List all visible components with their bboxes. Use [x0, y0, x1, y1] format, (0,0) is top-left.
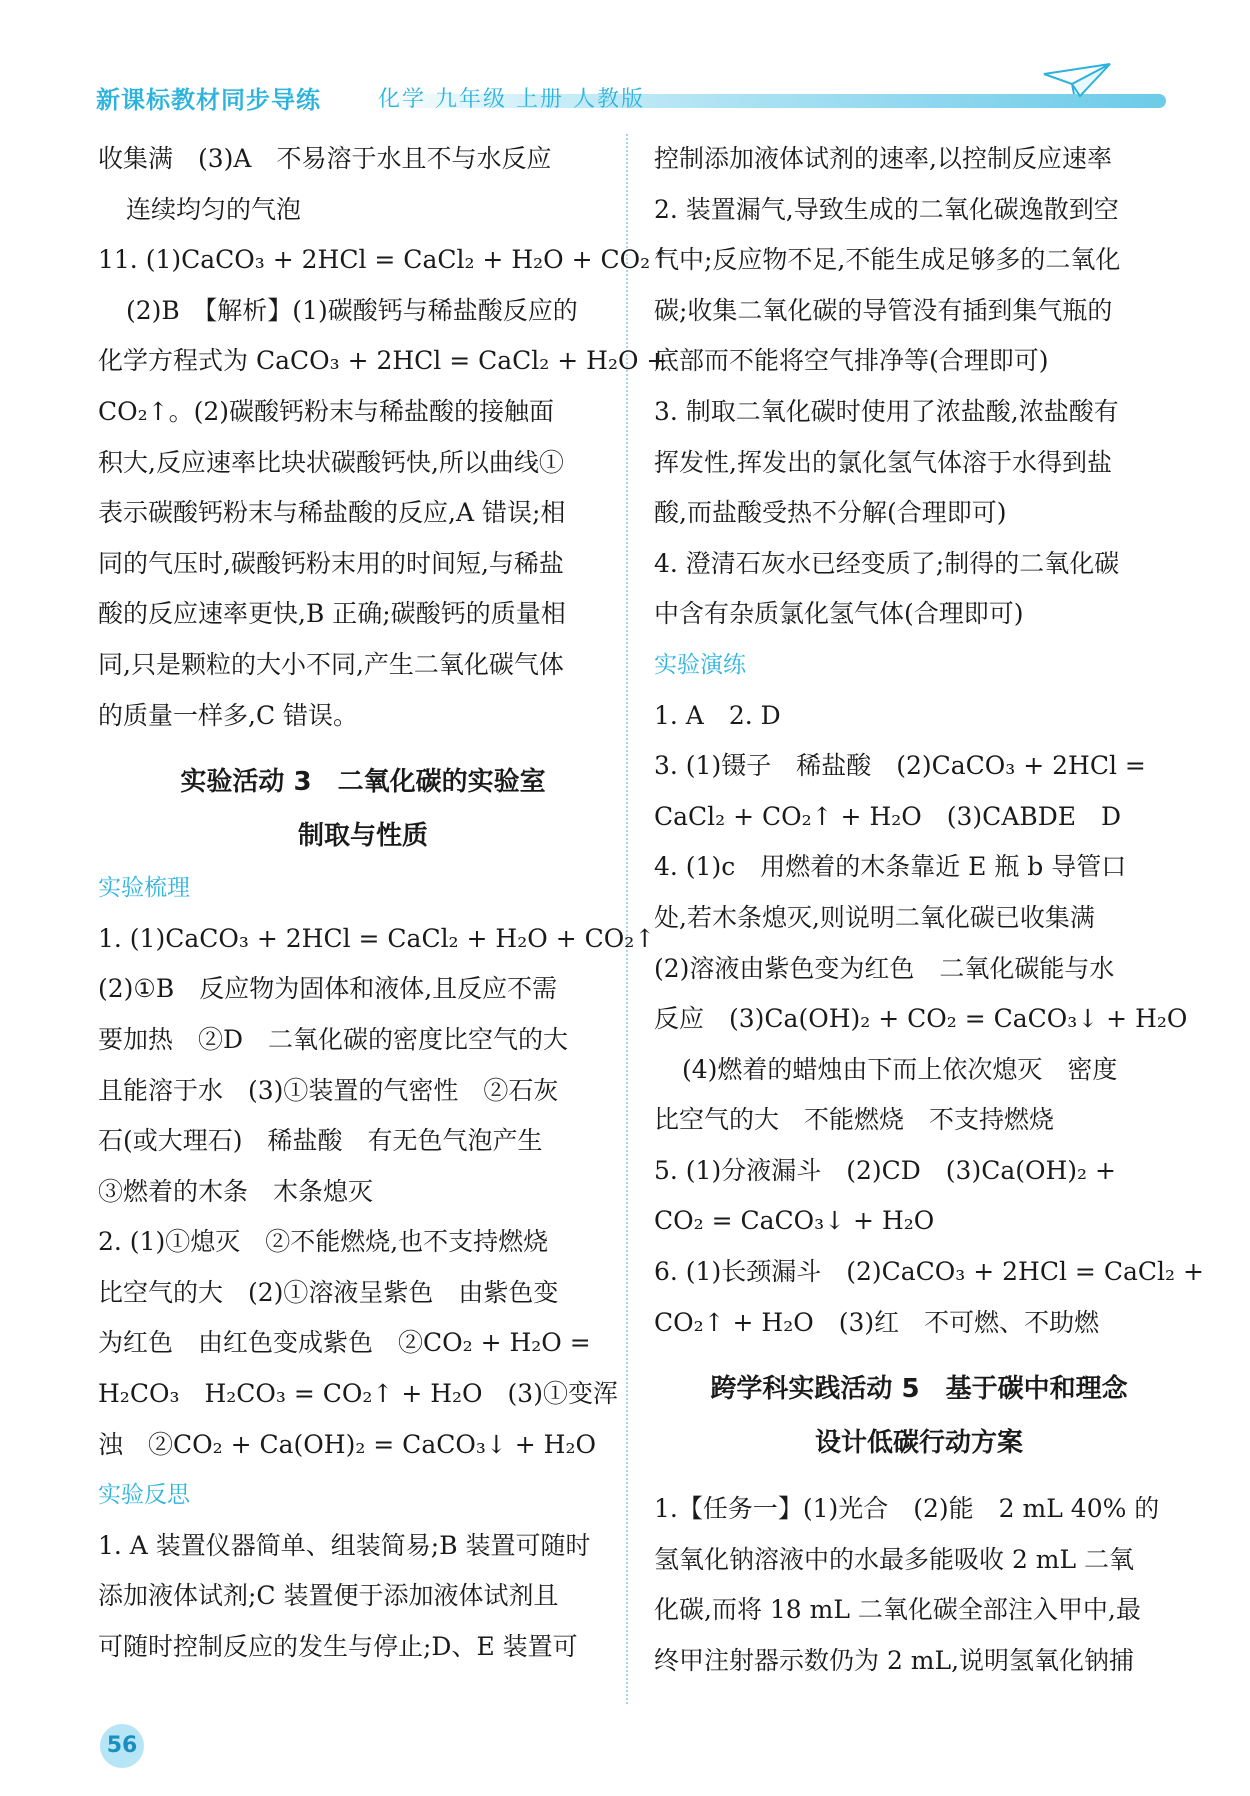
text-line: 酸,而盐酸受热不分解(合理即可) [654, 498, 1007, 528]
section-title: 跨学科实践活动 5 基于碳中和理念 [710, 1374, 1128, 1405]
text-line: 收集满 (3)A 不易溶于水且不与水反应 [98, 144, 552, 173]
text-line: 底部而不能将空气排净等(合理即可) [654, 346, 1049, 376]
text-line: 的质量一样多,C 错误。 [98, 700, 359, 730]
text-line: (2)溶液由紫色变为红色 二氧化碳能与水 [654, 953, 1115, 983]
paper-plane-icon [1042, 60, 1112, 104]
text-line: 气中;反应物不足,不能生成足够多的二氧化 [654, 245, 1121, 275]
subject-title: 化学 九年级 上册 人教版 [378, 87, 645, 112]
text-line: 1.【任务一】(1)光合 (2)能 2 mL 40% 的 [654, 1494, 1160, 1524]
text-line: 且能溶于水 (3)①装置的气密性 ②石灰 [98, 1075, 559, 1105]
subsection-heading: 实验反思 [98, 1482, 190, 1509]
text-line: 化学方程式为 CaCO₃ + 2HCl = CaCl₂ + H₂O + [98, 346, 668, 376]
text-line: CO₂ = CaCO₃↓ + H₂O [654, 1206, 935, 1236]
text-line: CO₂↑。(2)碳酸钙粉末与稀盐酸的接触面 [98, 396, 555, 426]
text-line: 同,只是颗粒的大小不同,产生二氧化碳气体 [98, 649, 564, 679]
text-line: CO₂↑ + H₂O (3)红 不可燃、不助燃 [654, 1307, 1100, 1337]
text-line: 化碳,而将 18 mL 二氧化碳全部注入甲中,最 [654, 1595, 1141, 1625]
text-line: H₂CO₃ H₂CO₃ = CO₂↑ + H₂O (3)①变浑 [98, 1379, 618, 1409]
text-line: 5. (1)分液漏斗 (2)CD (3)Ca(OH)₂ + [654, 1155, 1116, 1185]
text-line: 要加热 ②D 二氧化碳的密度比空气的大 [98, 1024, 569, 1054]
text-line: 2. (1)①熄灭 ②不能燃烧,也不支持燃烧 [98, 1227, 549, 1257]
text-line: 终甲注射器示数仍为 2 mL,说明氢氧化钠捕 [654, 1646, 1135, 1676]
subsection-heading: 实验梳理 [98, 875, 190, 902]
left-column [98, 134, 672, 1673]
text-line: 酸的反应速率更快,B 正确;碳酸钙的质量相 [98, 599, 566, 629]
section-title: 实验活动 3 二氧化碳的实验室 [180, 767, 546, 798]
text-line: 反应 (3)Ca(OH)₂ + CO₂ = CaCO₃↓ + H₂O [654, 1004, 1188, 1034]
text-line: 3. 制取二氧化碳时使用了浓盐酸,浓盐酸有 [654, 396, 1119, 426]
section-title: 设计低碳行动方案 [814, 1428, 1023, 1459]
text-line: 1. (1)CaCO₃ + 2HCl = CaCl₂ + H₂O + CO₂↑ [98, 923, 656, 953]
page-header [96, 76, 1166, 116]
text-line: 挥发性,挥发出的氯化氢气体溶于水得到盐 [654, 447, 1112, 477]
text-line: 石(或大理石) 稀盐酸 有无色气泡产生 [98, 1126, 543, 1156]
text-line: 添加液体试剂;C 装置便于添加液体试剂且 [98, 1581, 559, 1611]
text-line: 1. A 2. D [654, 700, 781, 730]
page-number: 56 [100, 1724, 144, 1768]
subsection-heading: 实验演练 [654, 651, 746, 678]
text-line: 中含有杂质氯化氢气体(合理即可) [654, 599, 1024, 629]
text-line: 可随时控制反应的发生与停止;D、E 装置可 [98, 1632, 578, 1662]
text-line: 4. (1)c 用燃着的木条靠近 E 瓶 b 导管口 [654, 852, 1127, 882]
series-title: 新课标教材同步导练 [96, 86, 321, 114]
text-line: 积大,反应速率比块状碳酸钙快,所以曲线① [98, 447, 564, 477]
text-line: 为红色 由红色变成紫色 ②CO₂ + H₂O = [98, 1328, 591, 1358]
text-line: 控制添加液体试剂的速率,以控制反应速率 [654, 144, 1112, 173]
section-title: 制取与性质 [297, 821, 428, 852]
text-line: (2)B 【解析】(1)碳酸钙与稀盐酸反应的 [126, 295, 578, 325]
text-line: ③燃着的木条 木条熄灭 [98, 1176, 374, 1206]
text-line: 3. (1)镊子 稀盐酸 (2)CaCO₃ + 2HCl = [654, 751, 1146, 781]
text-line: 4. 澄清石灰水已经变质了;制得的二氧化碳 [654, 548, 1120, 578]
text-line: 比空气的大 (2)①溶液呈紫色 由紫色变 [98, 1277, 559, 1307]
text-line: 连续均匀的气泡 [126, 194, 302, 224]
text-line: CaCl₂ + CO₂↑ + H₂O (3)CABDE D [654, 801, 1122, 831]
text-line: 6. (1)长颈漏斗 (2)CaCO₃ + 2HCl = CaCl₂ + [654, 1257, 1204, 1287]
text-line: 氢氧化钠溶液中的水最多能吸收 2 mL 二氧 [654, 1544, 1135, 1574]
text-line: 同的气压时,碳酸钙粉末用的时间短,与稀盐 [98, 548, 564, 578]
text-line: (4)燃着的蜡烛由下而上依次熄灭 密度 [682, 1054, 1118, 1084]
text-line: 表示碳酸钙粉末与稀盐酸的反应,A 错误;相 [98, 498, 566, 528]
right-column [654, 134, 1204, 1687]
text-line: 处,若木条熄灭,则说明二氧化碳已收集满 [654, 902, 1095, 932]
text-line: 浊 ②CO₂ + Ca(OH)₂ = CaCO₃↓ + H₂O [98, 1429, 596, 1459]
text-line: 1. A 装置仪器简单、组装简易;B 装置可随时 [98, 1530, 591, 1560]
text-line: 11. (1)CaCO₃ + 2HCl = CaCl₂ + H₂O + CO₂↑ [98, 245, 672, 275]
text-line: 2. 装置漏气,导致生成的二氧化碳逸散到空 [654, 194, 1119, 224]
text-line: (2)①B 反应物为固体和液体,且反应不需 [98, 974, 558, 1004]
text-line: 碳;收集二氧化碳的导管没有插到集气瓶的 [654, 295, 1113, 325]
text-line: 比空气的大 不能燃烧 不支持燃烧 [654, 1105, 1055, 1135]
